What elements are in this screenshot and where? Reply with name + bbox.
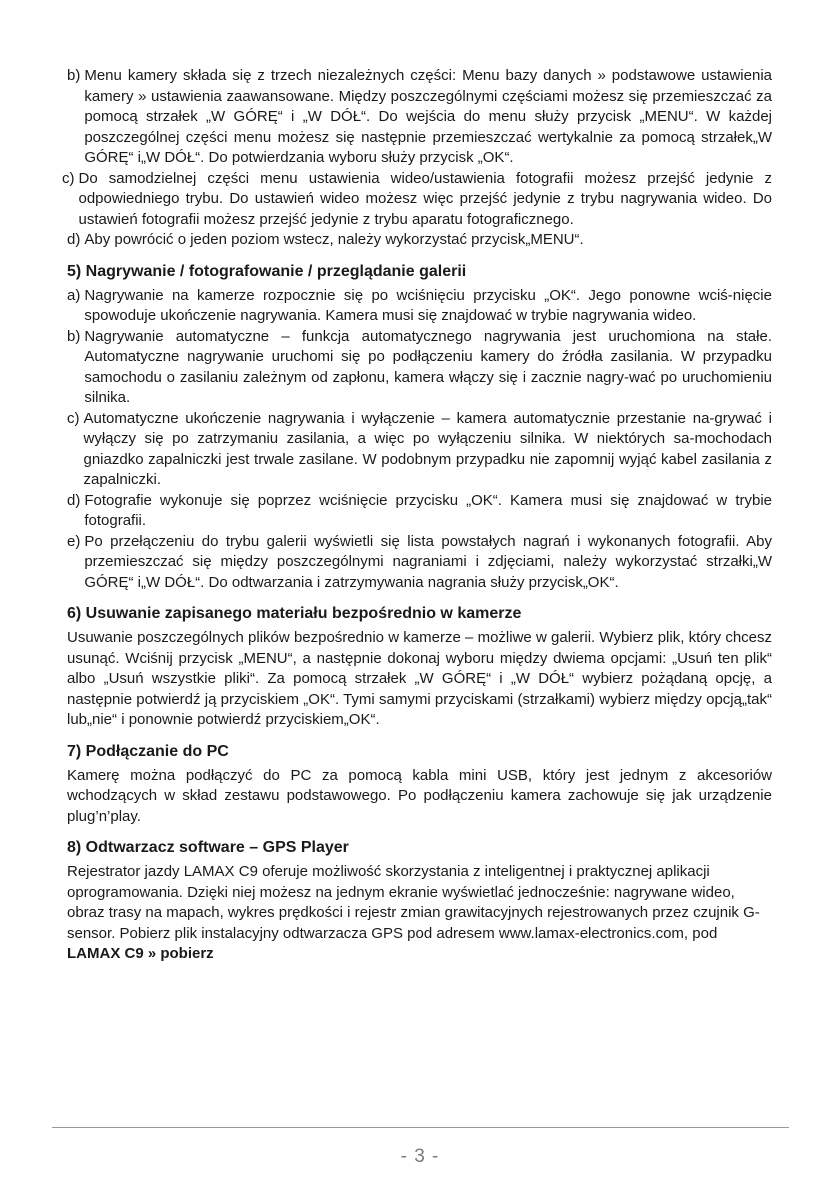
section6-heading: 6) Usuwanie zapisanego materiału bezpośrednio w kamerze bbox=[67, 605, 522, 622]
item-label: d) bbox=[67, 491, 81, 509]
section4-list bbox=[62, 66, 772, 251]
section8-text: Rejestrator jazdy LAMAX C9 oferuje możliwość skorzystania z inteligentnej i praktycznej aplikacji oprogramowania. Dzięki niej możesz na jednym ekranie wyświetlać jednocześnie: nagrywane wideo, obraz trasy na mapach, wykres prędkości i rejestr zmian grawitacyjnych rejestrowanych przez czujnik G-sensor. Pobierz plik instalacyjny odtwarzacza GPS pod adresem www.lamax-electronics.com, pod bbox=[67, 863, 760, 942]
list-item bbox=[67, 286, 772, 327]
item-label: e) bbox=[67, 532, 81, 550]
item-label: c) bbox=[62, 169, 75, 187]
item-text: Po przełączeniu do trybu galerii wyświetli się lista powstałych nagrań i wykonanych fotografii. Aby przemieszczać się między poszczególnymi nagraniami i zdjęciami, należy wykorzystać strzałki„W GÓRĘ“ i„W DÓŁ“. Do odtwarzania i zatrzymywania nagrania służy przycisk„OK“. bbox=[84, 532, 772, 591]
list-item bbox=[67, 491, 772, 532]
item-text: Do samodzielnej części menu ustawienia wideo/ustawienia fotografii możesz przejść jedynie z odpowiedniego trybu. Do ustawień wideo możesz więc przejść jedynie z trybu nagrywania wideo. Do ustawień fotografii możesz przejść jedynie z trybu aparatu fotograficznego. bbox=[78, 169, 772, 228]
item-text: Automatyczne ukończenie nagrywania i wyłączenie – kamera automatycznie przestanie na-grywać i wyłączy się po zatrzymaniu zasilania, a więc po wyłączeniu silnika. W niektórych sa-mochodach gniazdko zapalniczki jest trwale zasilane. W podobnym przypadku nie zapomnij wyjąć kabel zasilania z zapalniczki. bbox=[83, 409, 772, 488]
item-text: Aby powrócić o jeden poziom wstecz, należy wykorzystać przycisk„MENU“. bbox=[84, 231, 584, 248]
item-text: Menu kamery składa się z trzech niezależnych części: Menu bazy danych » podstawowe ustawienia kamery » ustawienia zaawansowane. Między poszczególnymi częściami możesz się przemieszczać za pomocą strzałek „W GÓRĘ“ i „W DÓŁ“. Do wejścia do menu służy przycisk „MENU“. W każdej poszczególnej części menu możesz się następnie przemieszczać wertykalnie za pomocą strzałek„W GÓRĘ“ i„W DÓŁ“. Do potwierdzania wyboru służy przycisk „OK“. bbox=[84, 67, 772, 166]
section8-paragraph bbox=[67, 862, 772, 965]
footer-divider bbox=[52, 1127, 789, 1128]
item-label: b) bbox=[67, 327, 81, 345]
item-label: c) bbox=[67, 409, 80, 427]
item-text: Fotografie wykonuje się poprzez wciśnięcie przycisku „OK“. Kamera musi się znajdować w trybie fotografii. bbox=[84, 491, 772, 529]
item-label: d) bbox=[67, 231, 81, 248]
page-number: - 3 - bbox=[400, 1146, 440, 1167]
list-item bbox=[62, 169, 772, 231]
download-path: LAMAX C9 » pobierz bbox=[67, 945, 214, 962]
list-item bbox=[67, 327, 772, 409]
item-label: a) bbox=[67, 286, 81, 304]
section7-paragraph: Kamerę można podłączyć do PC za pomocą kabla mini USB, który jest jednym z akcesoriów wchodzących w skład zestawu podstawowego. Po podłączeniu kamera zachowuje się jak urządzenie plug’n’play. bbox=[67, 766, 772, 825]
list-item bbox=[67, 409, 772, 491]
section6-paragraph: Usuwanie poszczególnych plików bezpośrednio w kamerze – możliwe w galerii. Wybierz plik, który chcesz usunąć. Wciśnij przycisk „MENU“, a następnie dokonaj wyboru między dwiema opcjami: „Usuń ten plik“ albo „Usuń wszystkie pliki“. Za pomocą strzałek „W GÓRĘ“ i „W DÓŁ“ wybierz pożądaną opcję, a następnie potwierdź ją przyciskiem „OK“. Tymi samymi przyciskami (strzałkami) wybierz między opcją„tak“ lub„nie“ i ponownie potwierdź przyciskiem„OK“. bbox=[67, 629, 772, 728]
section8-heading: 8) Odtwarzacz software – GPS Player bbox=[67, 839, 349, 856]
list-item bbox=[67, 66, 772, 169]
item-text: Nagrywanie automatyczne – funkcja automatycznego nagrywania jest uruchomiona na stałe. Automatyczne nagrywanie uruchomi się po podłączeniu kamery do źródła zasilania. W przypadku samochodu o zasilaniu zależnym od zapłonu, kamera włączy się i zacznie nagry-wać po uruchomieniu silnika. bbox=[84, 327, 772, 406]
list-item bbox=[67, 230, 772, 251]
section5-heading: 5) Nagrywanie / fotografowanie / przeglądanie galerii bbox=[67, 262, 467, 280]
item-text: Nagrywanie na kamerze rozpocznie się po wciśnięciu przycisku „OK“. Jego ponowne wciś-nięcie spowoduje ukończenie nagrywania. Kamera musi się znajdować w trybie nagrywania wideo. bbox=[84, 286, 772, 324]
document-page bbox=[62, 66, 772, 965]
section7-heading: 7) Podłączanie do PC bbox=[67, 742, 229, 760]
section5-list bbox=[67, 286, 772, 594]
item-label: b) bbox=[67, 67, 81, 84]
list-item bbox=[67, 532, 772, 594]
